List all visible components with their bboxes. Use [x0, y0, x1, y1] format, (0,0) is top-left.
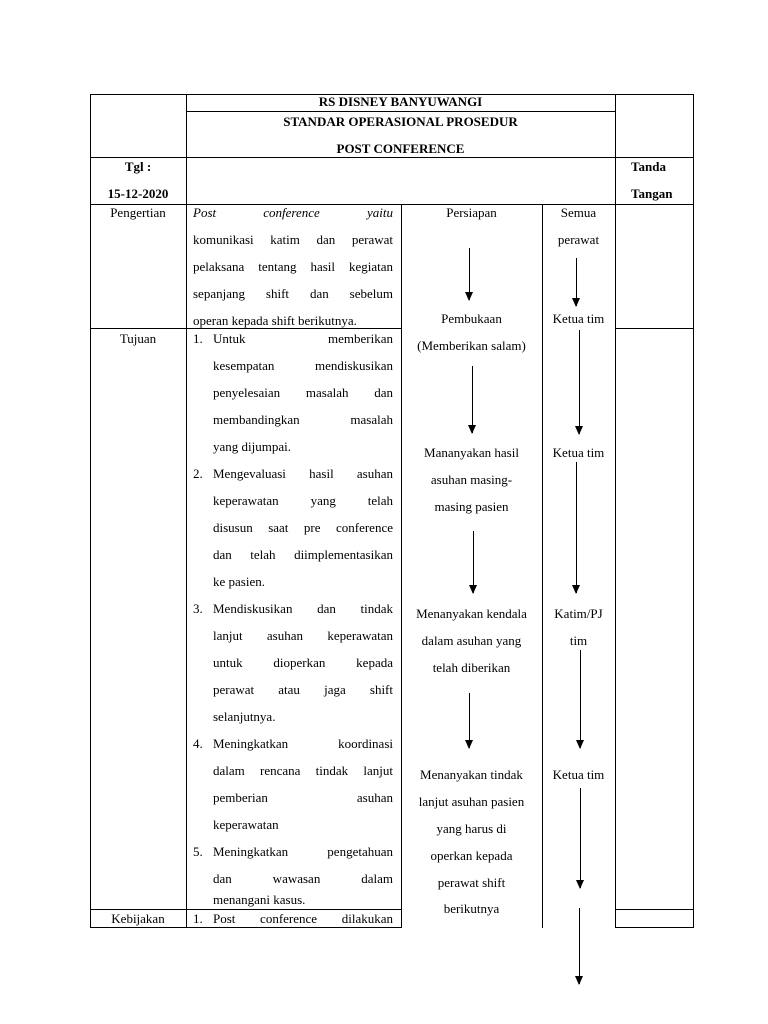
flow-step-5-line-4: operkan kepada	[430, 848, 513, 863]
flow-arrow-4	[469, 693, 470, 748]
flow-step-2-line-1: Pembukaan	[441, 311, 502, 326]
flow-step-4-line-1: Menanyakan kendala	[416, 606, 527, 621]
flow-arrow-2	[472, 366, 473, 433]
flow-step-1: Persiapan	[446, 205, 497, 220]
date-label: Tgl :	[124, 159, 152, 174]
flow-step-5-line-2: lanjut asuhan pasien	[418, 794, 525, 809]
tujuan-item-4-number: 4.	[193, 736, 203, 751]
flow-step-4-line-3: telah diberikan	[432, 660, 511, 675]
actor-1-line-2: perawat	[557, 232, 600, 247]
flow-step-5-line-6: berikutnya	[443, 901, 500, 916]
tujuan-item-2-line-4: dan telah diimplementasikan	[213, 547, 393, 562]
label-column-divider	[186, 94, 187, 928]
flow-step-3-line-1: Mananyakan hasil	[424, 445, 519, 460]
signature-label-2: Tangan	[631, 186, 673, 201]
actor-2: Ketua tim	[552, 311, 605, 326]
tujuan-item-4-line-4: keperawatan	[213, 817, 279, 832]
tujuan-item-1-line-5: yang dijumpai.	[213, 439, 291, 454]
table-border-right	[693, 94, 694, 928]
actor-3: Ketua tim	[552, 445, 605, 460]
flow-step-5-line-5: perawat shift	[437, 875, 506, 890]
actor-4-line-1: Katim/PJ	[554, 606, 603, 621]
tujuan-item-3-number: 3.	[193, 601, 203, 616]
actor-4-line-2: tim	[569, 633, 588, 648]
actor-arrow-4	[580, 650, 581, 748]
pengertian-line-4: sepanjang shift dan sebelum	[193, 286, 393, 301]
pengertian-line-1	[193, 199, 393, 226]
hospital-name: RS DISNEY BANYUWANGI	[318, 94, 483, 109]
tujuan-item-3-line-5: selanjutnya.	[213, 709, 276, 724]
date-value: 15-12-2020	[107, 186, 169, 201]
signature-column-divider	[615, 94, 616, 928]
tujuan-item-2-line-1: Mengevaluasi hasil asuhan	[213, 466, 393, 481]
flow-arrow-1	[469, 248, 470, 300]
tujuan-item-3-line-3: untuk dioperkan kepada	[213, 655, 393, 670]
pengertian-line-2: komunikasi katim dan perawat	[193, 232, 393, 247]
kebijakan-label: Kebijakan	[111, 911, 165, 926]
actor-1-line-1: Semua	[560, 205, 597, 220]
tujuan-item-1-line-3: penyelesaian masalah dan	[213, 385, 393, 400]
table-border-bottom-right	[615, 927, 694, 928]
tujuan-item-1-line-1: Untuk memberikan	[213, 331, 393, 346]
tujuan-item-5-number: 5.	[193, 844, 203, 859]
tujuan-item-1-line-4: membandingkan masalah	[213, 412, 393, 427]
actor-5: Ketua tim	[552, 767, 605, 782]
tujuan-item-5-line-2: dan wawasan dalam	[213, 871, 393, 886]
flow-step-4-line-2: dalam asuhan yang	[421, 633, 522, 648]
pengertian-line-3: pelaksana tentang hasil kegiatan	[193, 259, 393, 274]
sop-title: STANDAR OPERASIONAL PROSEDUR	[283, 114, 518, 129]
tujuan-item-4-line-2: dalam rencana tindak lanjut	[213, 763, 393, 778]
actor-arrow-3	[576, 462, 577, 593]
sop-name: POST CONFERENCE	[336, 141, 465, 156]
pengertian-line-1-text: Post conference yaitu	[193, 205, 393, 220]
tujuan-item-1-number: 1.	[193, 331, 203, 346]
actor-arrow-6	[579, 908, 580, 984]
tujuan-item-5-line-3: menangani kasus.	[213, 892, 306, 907]
flow-step-3-line-2: asuhan masing-	[430, 472, 513, 487]
pengertian-row-bottom-right	[615, 328, 694, 329]
pengertian-line-5: operan kepada shift berikutnya.	[193, 313, 357, 328]
actor-arrow-5	[580, 788, 581, 888]
flow-step-5-line-1: Menanyakan tindak	[420, 767, 523, 782]
tujuan-item-3-line-2: lanjut asuhan keperawatan	[213, 628, 393, 643]
tujuan-item-1-line-2: kesempatan mendiskusikan	[213, 358, 393, 373]
signature-label-1: Tanda	[631, 159, 666, 174]
tujuan-item-4-line-1: Meningkatkan koordinasi	[213, 736, 393, 751]
tujuan-item-5-line-1: Meningkatkan pengetahuan	[213, 844, 393, 859]
flow-step-2-line-2: (Memberikan salam)	[417, 338, 526, 353]
tujuan-label: Tujuan	[119, 331, 157, 346]
tujuan-row-bottom-right	[615, 909, 694, 910]
flow-step-3-line-3: masing pasien	[434, 499, 509, 514]
actor-arrow-2	[579, 330, 580, 434]
flow-step-5-line-3: yang harus di	[436, 821, 507, 836]
tujuan-item-2-number: 2.	[193, 466, 203, 481]
kebijakan-item-1-number: 1.	[193, 911, 203, 926]
flow-arrow-3	[473, 531, 474, 593]
kebijakan-item-1-text: Post conference dilakukan	[213, 911, 393, 926]
tujuan-item-3-line-4: perawat atau jaga shift	[213, 682, 393, 697]
tujuan-item-2-line-2: keperawatan yang telah	[213, 493, 393, 508]
tujuan-item-4-line-3: pemberian asuhan	[213, 790, 393, 805]
tujuan-item-2-line-3: disusun saat pre conference	[213, 520, 393, 535]
tujuan-item-2-line-5: ke pasien.	[213, 574, 265, 589]
pengertian-label: Pengertian	[110, 205, 166, 220]
actor-arrow-1	[576, 258, 577, 306]
tujuan-item-3-line-1: Mendiskusikan dan tindak	[213, 601, 393, 616]
